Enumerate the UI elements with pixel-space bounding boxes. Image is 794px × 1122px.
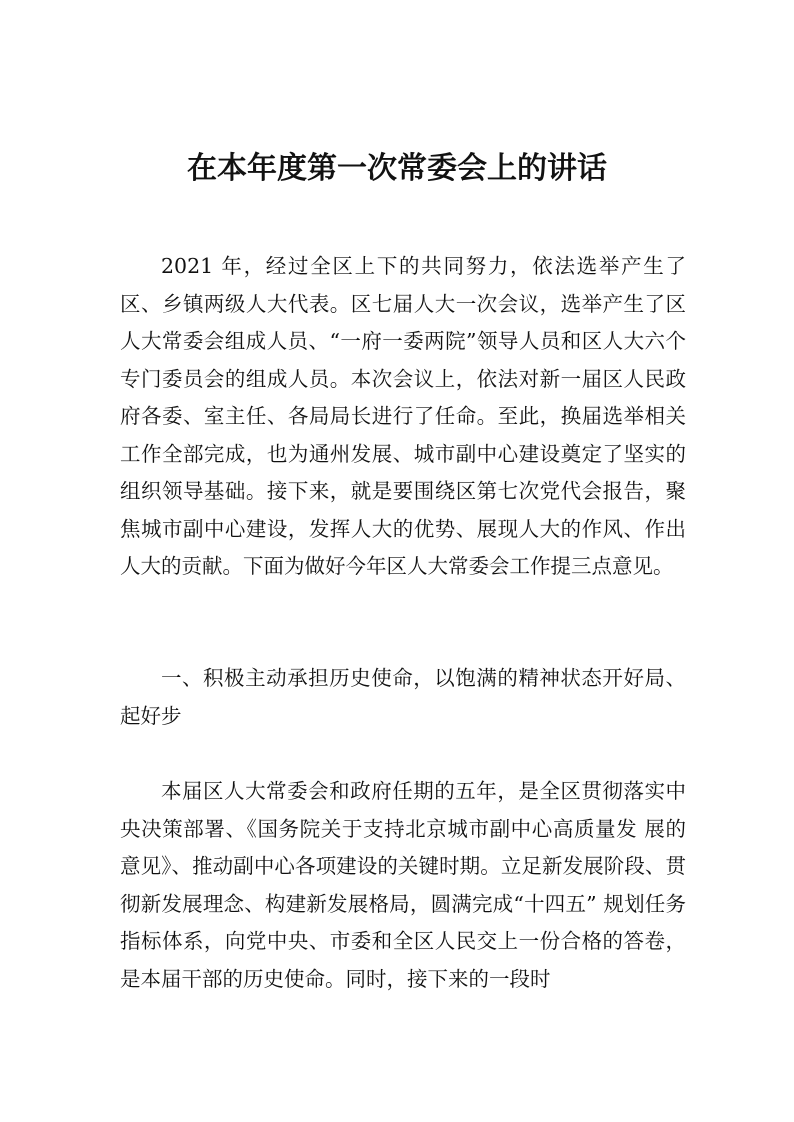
document-title: 在本年度第一次常委会上的讲话 bbox=[187, 151, 607, 186]
section-heading-1: 一、积极主动承担历史使命，以饱满的精神状态开好局、起好步 bbox=[120, 666, 686, 728]
paragraph-section-1: 本届区人大常委会和政府任期的五年，是全区贯彻落实中央决策部署、《国务院关于支持北京城市副中心高质量发 展的意见》、推动副中心各项建设的关键时期。立足新发展阶段、贯彻新发展理念、构建新发展格局，圆满完成“十四五” 规划任务指标体系，向党中央、市委和全区人民交上一份合格的答卷，是本届干部的历史使命。同时，接下来的一段时 bbox=[120, 779, 686, 991]
paragraph-intro: 2021 年，经过全区上下的共同努力，依法选举产生了区、乡镇两级人大代表。区七届人大一次会议，选举产生了区人大常委会组成人员、“一府一委两院”领导人员和区人大六个专门委员会的组成人员。本次会议上，依法对新一届区人民政府各委、室主任、各局局长进行了任命。至此，换届选举相关工作全部完成，也为通州发展、城市副中心建设奠定了坚实的组织领导基础。接下来，就是要围绕区第七次党代会报告，聚焦城市副中心建设，发挥人大的优势、展现人大的作风、作出人大的贡献。下面为做好今年区人大常委会工作提三点意见。 bbox=[120, 254, 686, 578]
